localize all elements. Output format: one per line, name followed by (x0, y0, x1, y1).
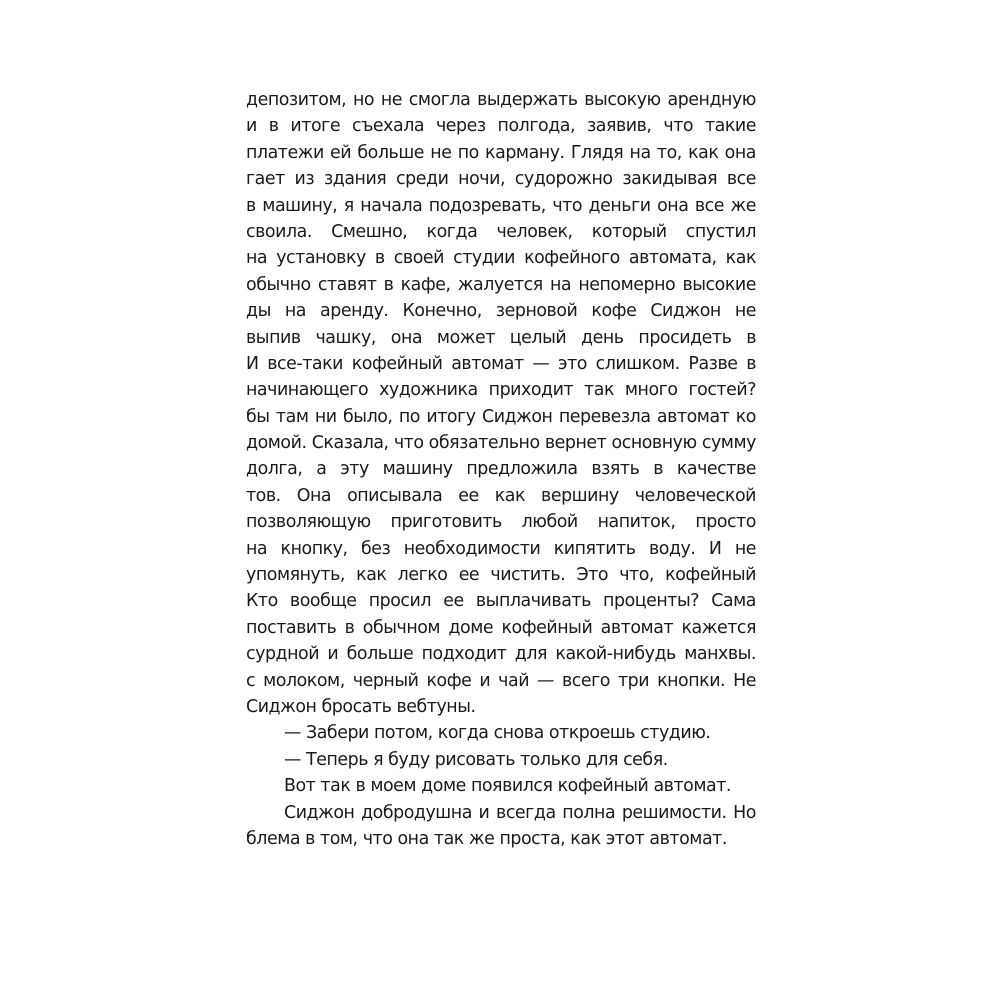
text-line: поставить в обычном доме кофейный автомат кажется (246, 617, 756, 638)
text-line: бы там ни было, по итогу Сиджон перевезла автомат ко (246, 406, 756, 427)
text-line: Вот так в моем доме появился кофейный автомат. (284, 776, 731, 797)
text-line: выпив чашку, она может целый день просидеть в (246, 327, 756, 348)
text-line: Сиджон добродушна и всегда полна решимости. Но (284, 802, 756, 823)
text-line: Кто вообще просил ее выплачивать проценты? Сама (246, 591, 756, 612)
body-text (246, 87, 756, 852)
dialogue-line: — Теперь я буду рисовать только для себя. (284, 749, 668, 770)
text-line: на установку в своей студии кофейного автомата, как (246, 248, 756, 269)
text-line: позволяющую приготовить любой напиток, просто (246, 512, 756, 533)
text-line: ды на аренду. Конечно, зерновой кофе Сиджон не (246, 301, 756, 322)
text-line: гает из здания среди ночи, судорожно закидывая все (246, 169, 756, 190)
text-line: с молоком, черный кофе и чай — всего три кнопки. Не (246, 670, 756, 691)
text-line: и в итоге съехала через полгода, заявив, что такие (246, 116, 756, 137)
text-line: Сиджон бросать вебтуны. (246, 696, 476, 717)
text-line: сурдной и больше подходит для какой-нибудь манхвы. (246, 644, 756, 665)
text-line: обычно ставят в кафе, жалуется на непомерно высокие (246, 274, 756, 295)
text-line: депозитом, но не смогла выдержать высокую арендную (246, 90, 756, 110)
text-line: на кнопку, без необходимости кипятить воду. И не (246, 538, 756, 559)
text-line: И все-таки кофейный автомат — это слишком. Разве в (246, 353, 756, 374)
text-line: платежи ей больше не по карману. Глядя на то, как она (246, 142, 756, 163)
text-line: тов. Она описывала ее как вершину человеческой (246, 485, 756, 506)
text-line: упомянуть, как легко ее чистить. Это что, кофейный (246, 565, 756, 586)
text-line: своила. Смешно, когда человек, который спустил (246, 221, 756, 242)
text-line: домой. Сказала, что обязательно вернет основную сумму (246, 433, 756, 454)
text-line: начинающего художника приходит так много гостей? (246, 380, 756, 401)
text-line: в машину, я начала подозревать, что деньги она все же (246, 195, 756, 216)
dialogue-line: — Забери потом, когда снова откроешь студию. (284, 723, 711, 744)
text-line: долга, а эту машину предложила взять в качестве (246, 459, 756, 480)
text-line: блема в том, что она так же проста, как этот автомат. (246, 828, 727, 849)
